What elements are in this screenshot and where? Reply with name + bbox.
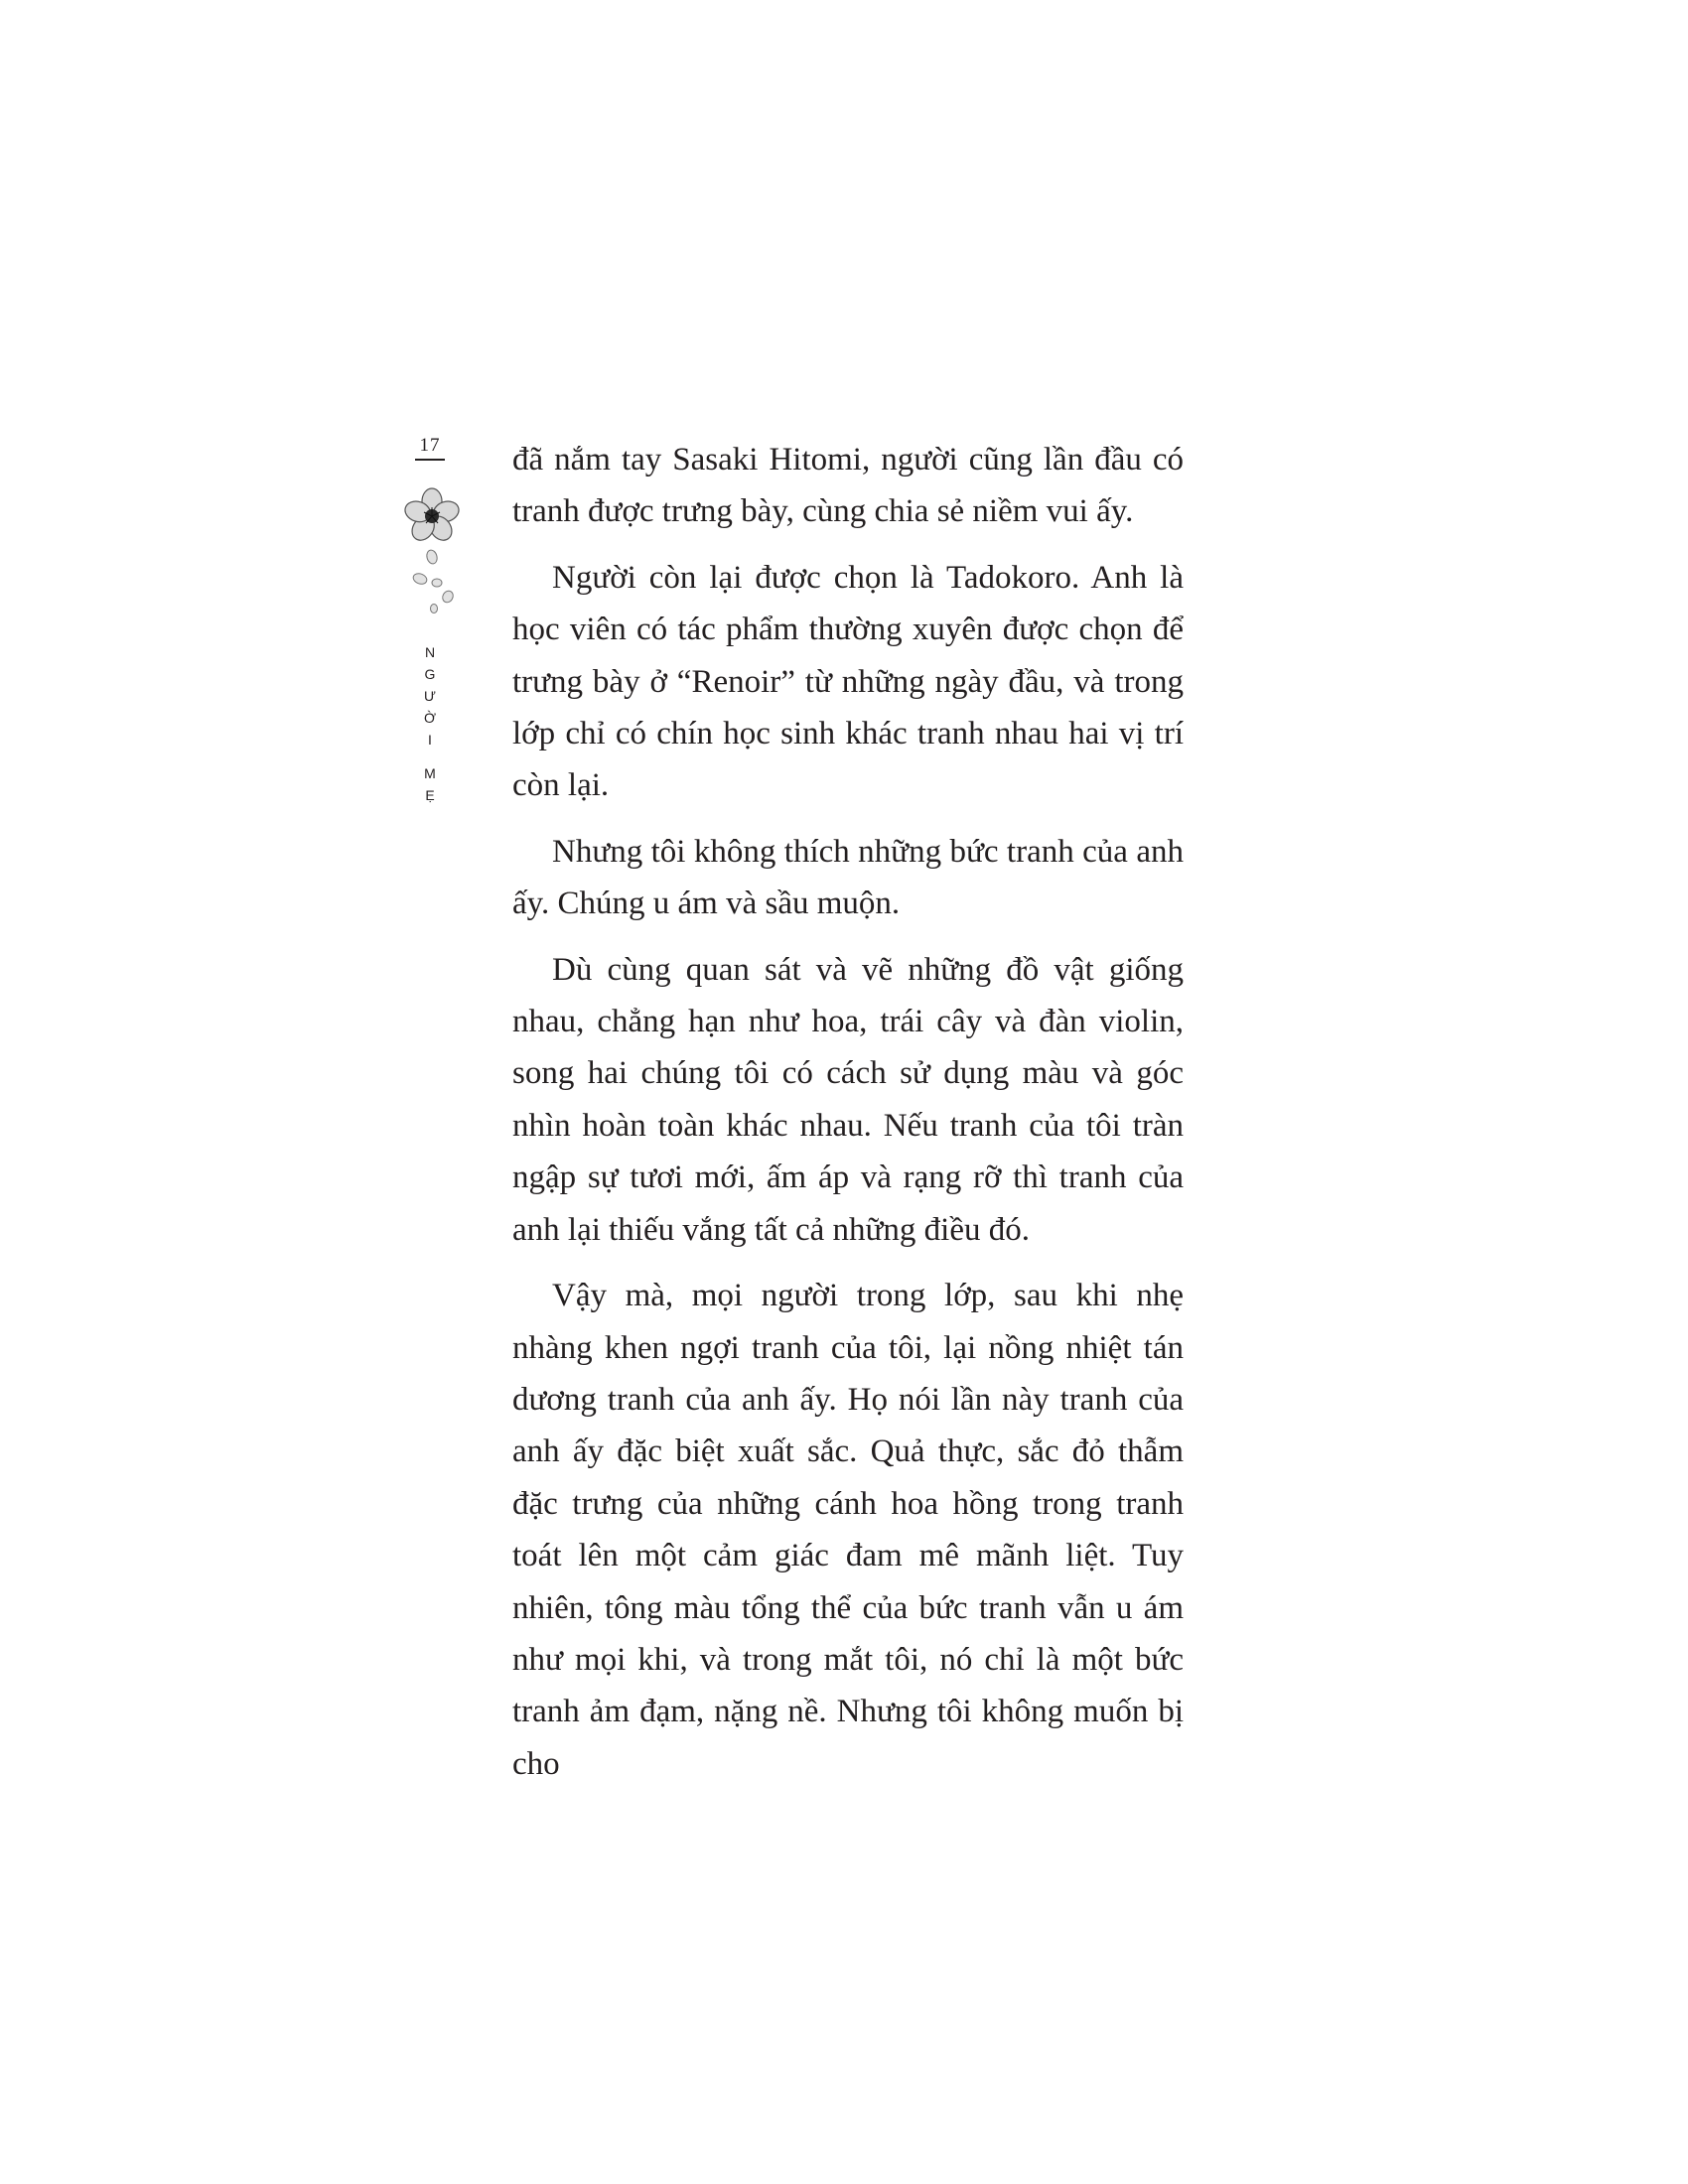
running-title xyxy=(418,641,442,806)
paragraph: Vậy mà, mọi người trong lớp, sau khi nhẹ nhàng khen ngợi tranh của tôi, lại nồng nhiệt tán dương tranh của anh ấy. Họ nói lần này tranh của anh ấy đặc biệt xuất sắc. Quả thực, sắc đỏ thẫm đặc trưng của những cánh hoa hồng trong tranh toát lên một cảm giác đam mê mãnh liệt. Tuy nhiên, tông màu tổng thể của bức tranh vẫn u ám như mọi khi, và trong mắt tôi, nó chỉ là một bức tranh ảm đạm, nặng nề. Nhưng tôi không muốn bị cho xyxy=(512,1278,1184,1782)
running-title-gap xyxy=(418,751,442,762)
page-number: 17 xyxy=(415,435,445,461)
paragraph: Nhưng tôi không thích những bức tranh của anh ấy. Chúng u ám và sầu muộn. xyxy=(512,833,1184,922)
cherry-blossom-icon xyxy=(402,486,462,546)
running-title-letter: G xyxy=(424,666,436,682)
running-title-letter: Ẹ xyxy=(425,787,435,803)
running-title-letter: M xyxy=(424,765,436,781)
paragraph: Người còn lại được chọn là Tadokoro. Anh là học viên có tác phẩm thường xuyên được chọn để trưng bày ở “Renoir” từ những ngày đầu, và trong lớp chỉ có chín học sinh khác tranh nhau hai vị trí còn lại. xyxy=(512,559,1184,804)
running-title-letter: N xyxy=(424,644,436,660)
falling-petals-icon xyxy=(410,549,458,628)
body-text xyxy=(512,434,1184,1804)
paragraph: đã nắm tay Sasaki Hitomi, người cũng lần đầu có tranh được trưng bày, cùng chia sẻ niềm vui ấy. xyxy=(512,442,1184,530)
running-title-letter: I xyxy=(428,732,432,748)
running-title-letter: Ờ xyxy=(423,710,436,726)
paragraph: Dù cùng quan sát và vẽ những đồ vật giống nhau, chẳng hạn như hoa, trái cây và đàn violin, song hai chúng tôi có cách sử dụng màu và góc nhìn hoàn toàn khác nhau. Nếu tranh của tôi tràn ngập sự tươi mới, ấm áp và rạng rỡ thì tranh của anh lại thiếu vắng tất cả những điều đó. xyxy=(512,951,1184,1248)
running-title-letter: Ư xyxy=(424,688,436,704)
